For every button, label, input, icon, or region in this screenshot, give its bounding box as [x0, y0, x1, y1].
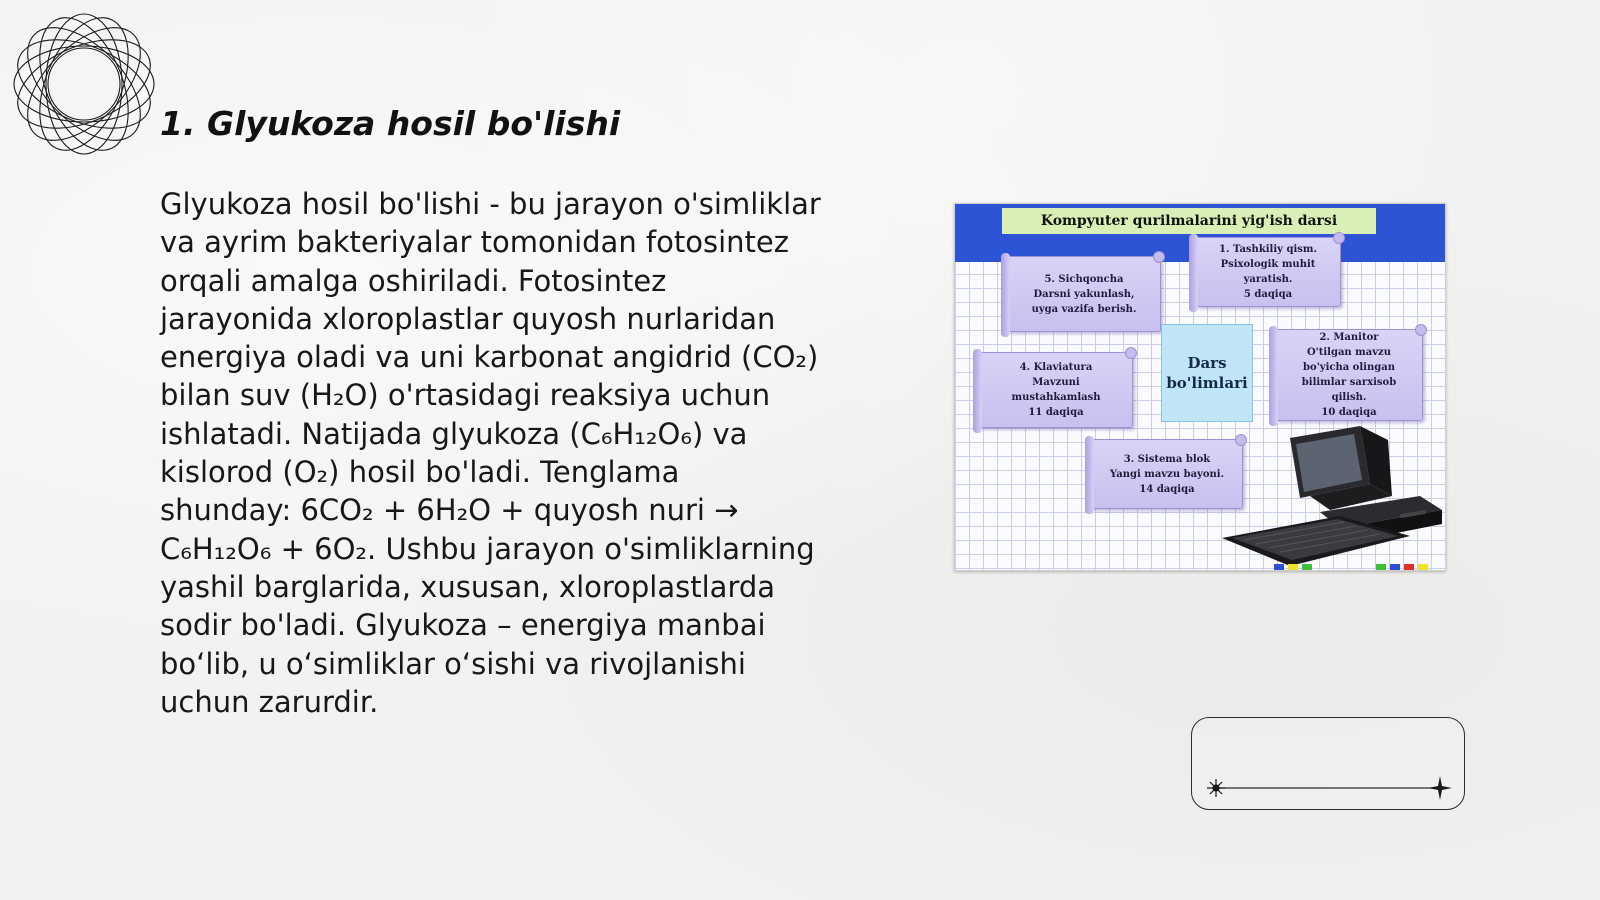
diagram-center-box — [1161, 324, 1253, 422]
scroll-text-line: 10 daqiqa — [1321, 407, 1377, 418]
scroll-text-line: Psixologik muhit — [1220, 259, 1316, 270]
decorative-line-widget — [1191, 717, 1465, 810]
scroll-text-line: mustahkamlash — [1011, 392, 1101, 403]
scroll-text-line: 2. Manitor — [1319, 332, 1379, 343]
body-text-line: uchun zarurdir. — [160, 684, 379, 719]
diagram-scroll-1 — [1195, 237, 1341, 307]
computer-illustration — [1220, 426, 1446, 571]
body-text-line: bilan suv (H₂O) o'rtasidagi reaksiya uchun — [160, 378, 771, 413]
lesson-diagram-image — [954, 203, 1446, 571]
body-text-line: sodir bo'ladi. Glyukoza – energiya manbai — [160, 608, 766, 643]
center-label-line-2: bo'limlari — [1166, 374, 1248, 392]
widget-line-graphic — [1192, 718, 1466, 811]
diagram-scroll-5 — [1007, 256, 1161, 332]
body-text-line: kislorod (O₂) hosil bo'ladi. Tenglama — [160, 455, 680, 490]
scroll-text-line: 4. Klaviatura — [1019, 362, 1093, 373]
scroll-text-line: O'tilgan mavzu — [1306, 347, 1392, 358]
scroll-text-line: bilimlar sarxisob — [1301, 377, 1397, 388]
body-text-line: va ayrim bakteriyalar tomonidan fotosintez — [160, 225, 789, 260]
scroll-text-line: 3. Sistema blok — [1123, 453, 1211, 465]
body-text-line: Glyukoza hosil bo'lishi - bu jarayon o'simliklar — [160, 187, 821, 221]
body-text-line: bo‘lib, u o‘simliklar o‘sishi va rivojlanishi — [160, 646, 746, 681]
circle-rosette-ornament — [10, 10, 158, 158]
scroll-text-line: 1. Tashkiliy qism. — [1219, 244, 1317, 255]
body-text-line: shunday: 6CO₂ + 6H₂O + quyosh nuri → — [160, 493, 739, 528]
body-text-line: C₆H₁₂O₆ + 6O₂. Ushbu jarayon o'simliklarning — [160, 531, 815, 566]
scroll-text-line: 5 daqiqa — [1243, 289, 1293, 300]
scroll-text-line: bo'yicha olingan — [1303, 362, 1395, 373]
scroll-text-line: uyga vazifa berish. — [1031, 303, 1137, 315]
scroll-text-line: 11 daqiqa — [1028, 407, 1084, 418]
scroll-text-line: Yangi mavzu bayoni. — [1109, 468, 1225, 480]
scroll-text-line: 5. Sichqoncha — [1044, 273, 1124, 285]
body-text-line: energiya oladi va uni karbonat angidrid (CO₂) — [160, 340, 819, 375]
body-text-line: jarayonida xloroplastlar quyosh nurlaridan — [160, 301, 776, 336]
scroll-text-line: Darsni yakunlash, — [1033, 288, 1135, 300]
diagram-title: Kompyuter qurilmalarini yig'ish darsi — [1002, 208, 1376, 234]
slide-body-text — [160, 185, 860, 721]
diagram-scroll-2 — [1275, 329, 1423, 421]
body-text-line: ishlatadi. Natijada glyukoza (C₆H₁₂O₆) va — [160, 416, 748, 451]
scroll-text-line: yaratish. — [1243, 274, 1293, 285]
star-icon — [1428, 776, 1452, 800]
scroll-text-line: Mavzuni — [1032, 377, 1080, 388]
body-text-line: orqali amalga oshiriladi. Fotosintez — [160, 263, 667, 298]
diagram-scroll-4 — [979, 352, 1133, 428]
body-text-line: yashil barglarida, xususan, xloroplastlarda — [160, 569, 776, 604]
scroll-text-line: qilish. — [1331, 392, 1367, 403]
slide-title: 1. Glyukoza hosil bo'lishi — [160, 104, 621, 143]
center-label-line-1: Dars — [1187, 354, 1227, 372]
sparkle-icon — [1207, 779, 1225, 797]
scroll-text-line: 14 daqiqa — [1139, 483, 1195, 495]
